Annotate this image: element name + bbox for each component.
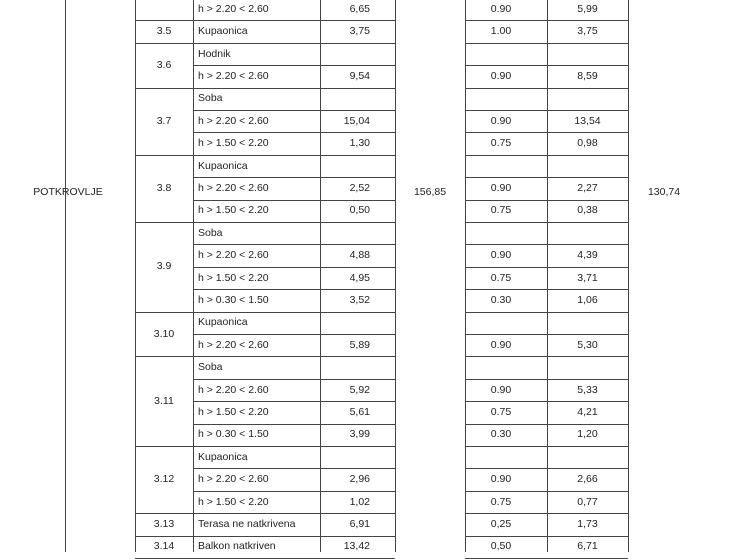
- coefficient-value: 0.90: [490, 249, 512, 262]
- area-value: 13,42: [343, 540, 370, 553]
- area-value: 4,95: [349, 271, 370, 284]
- room-number: 3.11: [154, 394, 174, 407]
- area-value: 5,89: [349, 338, 370, 351]
- room-number: 3.12: [153, 473, 175, 486]
- row-rule-coef: [465, 200, 628, 201]
- row-rule-desc: [193, 356, 395, 357]
- row-rule-desc: [193, 244, 395, 245]
- area-value: 5,61: [349, 405, 370, 418]
- room-description: h > 0.30 < 1.50: [198, 293, 269, 306]
- room-description: Kupaonica: [198, 450, 248, 463]
- room-description: Terasa ne natkrivena: [198, 517, 296, 530]
- coefficient-value: 0.90: [490, 383, 512, 396]
- room-description: h > 2.20 < 2.60: [198, 338, 269, 351]
- row-rule-coef: [465, 468, 628, 469]
- reduced-area-value: 1,06: [577, 293, 598, 306]
- room-description: Balkon natkriven: [198, 540, 276, 553]
- reduced-area-value: 6,71: [577, 540, 598, 553]
- room-description: Hodnik: [198, 47, 231, 60]
- area-value: 1,30: [349, 137, 370, 150]
- room-description: Kupaonica: [198, 159, 248, 172]
- reduced-area-value: 0,98: [577, 137, 598, 150]
- area-value: 6,65: [349, 2, 370, 15]
- row-rule-coef: [465, 177, 628, 178]
- group-rule-no: [135, 513, 193, 514]
- coefficient-value: 1.00: [490, 25, 512, 38]
- row-rule-desc: [193, 379, 395, 380]
- room-description: h > 2.20 < 2.60: [198, 114, 269, 127]
- row-rule-desc: [193, 200, 395, 201]
- room-description: Kupaonica: [198, 316, 248, 329]
- area-value: 0,50: [349, 204, 370, 217]
- row-rule-desc: [193, 20, 395, 21]
- room-number: 3.5: [156, 25, 172, 38]
- row-rule-coef: [465, 446, 628, 447]
- coefficient-value: 0.90: [490, 114, 512, 127]
- row-rule-desc: [193, 491, 395, 492]
- row-rule-coef: [465, 312, 628, 313]
- area-value: 1,02: [349, 495, 370, 508]
- reduced-area-value: 4,21: [577, 405, 598, 418]
- room-description: Soba: [198, 92, 223, 105]
- row-rule-desc: [193, 513, 395, 514]
- area-value: 3,99: [349, 428, 370, 441]
- total-reduced-area: 130,74: [647, 185, 681, 198]
- row-rule-desc: [193, 43, 395, 44]
- row-rule-coef: [465, 267, 628, 268]
- column-rule-3: [320, 0, 321, 552]
- room-description: h > 0.30 < 1.50: [198, 428, 269, 441]
- row-rule-desc: [193, 424, 395, 425]
- row-rule-desc: [193, 468, 395, 469]
- reduced-area-value: 0,77: [577, 495, 598, 508]
- room-number: 3.9: [156, 260, 172, 273]
- coefficient-value: 0.75: [490, 495, 512, 508]
- room-description: h > 2.20 < 2.60: [198, 181, 269, 194]
- room-description: Soba: [198, 361, 223, 374]
- column-rule-2: [193, 0, 194, 552]
- row-rule-desc: [193, 334, 395, 335]
- group-rule-no: [135, 446, 193, 447]
- row-rule-coef: [465, 20, 628, 21]
- room-description: h > 2.20 < 2.60: [198, 249, 269, 262]
- row-rule-desc: [193, 88, 395, 89]
- reduced-area-value: 8,59: [577, 69, 598, 82]
- row-rule-desc: [193, 132, 395, 133]
- row-rule-desc: [193, 267, 395, 268]
- row-rule-coef: [465, 155, 628, 156]
- group-rule-no: [135, 155, 193, 156]
- reduced-area-value: 1,20: [577, 428, 598, 441]
- row-rule-desc: [193, 312, 395, 313]
- row-rule-coef: [465, 43, 628, 44]
- room-description: Soba: [198, 226, 223, 239]
- row-rule-coef: [465, 110, 628, 111]
- reduced-area-value: 3,71: [577, 271, 598, 284]
- room-description: h > 1.50 < 2.20: [198, 137, 269, 150]
- room-number: 3.7: [156, 114, 172, 127]
- coefficient-value: 0,50: [490, 540, 512, 553]
- area-value: 3,52: [349, 293, 370, 306]
- coefficient-value: 0.30: [490, 428, 512, 441]
- area-value: 4,88: [349, 249, 370, 262]
- reduced-area-value: 5,99: [577, 2, 598, 15]
- coefficient-value: 0.75: [490, 405, 512, 418]
- reduced-area-value: 5,30: [577, 338, 598, 351]
- coefficient-value: 0.90: [490, 473, 512, 486]
- row-rule-coef: [465, 334, 628, 335]
- row-rule-coef: [465, 424, 628, 425]
- area-value: 6,91: [349, 517, 370, 530]
- area-value: 5,92: [349, 383, 370, 396]
- total-area: 156,85: [413, 185, 447, 198]
- group-rule-no: [135, 20, 193, 21]
- area-value: 2,52: [349, 181, 370, 194]
- area-value: 9,54: [349, 69, 370, 82]
- column-rule-0: [65, 0, 66, 552]
- coefficient-value: 0.90: [490, 181, 512, 194]
- column-rule-7: [628, 0, 629, 552]
- reduced-area-value: 3,75: [577, 25, 598, 38]
- coefficient-value: 0.75: [490, 137, 512, 150]
- coefficient-value: 0.75: [490, 271, 512, 284]
- row-rule-coef: [465, 379, 628, 380]
- reduced-area-value: 2,27: [577, 181, 598, 194]
- area-value: 15,04: [343, 114, 370, 127]
- row-rule-coef: [465, 244, 628, 245]
- room-description: h > 1.50 < 2.20: [198, 495, 269, 508]
- room-description: h > 2.20 < 2.60: [198, 473, 269, 486]
- reduced-area-value: 2,66: [577, 473, 598, 486]
- row-rule-coef: [465, 65, 628, 66]
- row-rule-desc: [193, 65, 395, 66]
- row-rule-desc: [193, 155, 395, 156]
- group-rule-no: [135, 312, 193, 313]
- reduced-area-value: 1,73: [577, 517, 598, 530]
- row-rule-coef: [465, 536, 628, 537]
- room-description: h > 1.50 < 2.20: [198, 204, 269, 217]
- coefficient-value: 0.90: [490, 69, 512, 82]
- coefficient-value: 0.90: [490, 338, 512, 351]
- room-description: h > 2.20 < 2.60: [198, 383, 269, 396]
- row-rule-coef: [465, 289, 628, 290]
- room-number: 3.6: [156, 58, 172, 71]
- coefficient-value: 0.30: [490, 293, 512, 306]
- column-rule-1: [135, 0, 136, 552]
- row-rule-coef: [465, 401, 628, 402]
- row-rule-coef: [465, 88, 628, 89]
- group-rule-no: [135, 88, 193, 89]
- reduced-area-value: 4,39: [577, 249, 598, 262]
- row-rule-desc: [193, 446, 395, 447]
- room-description: Kupaonica: [198, 25, 248, 38]
- column-rule-4: [395, 0, 396, 552]
- row-rule-coef: [465, 491, 628, 492]
- row-rule-desc: [193, 401, 395, 402]
- row-rule-coef: [465, 513, 628, 514]
- row-rule-desc: [193, 536, 395, 537]
- coefficient-value: 0.75: [490, 204, 512, 217]
- room-description: h > 1.50 < 2.20: [198, 271, 269, 284]
- room-description: h > 2.20 < 2.60: [198, 69, 269, 82]
- group-rule-no: [135, 536, 193, 537]
- room-number: 3.14: [153, 540, 175, 553]
- room-number: 3.8: [156, 181, 172, 194]
- reduced-area-value: 5,33: [577, 383, 598, 396]
- room-number: 3.13: [153, 517, 175, 530]
- row-rule-desc: [193, 222, 395, 223]
- coefficient-value: 0.90: [490, 2, 512, 15]
- coefficient-value: 0,25: [490, 517, 512, 530]
- floor-label: POTKROVLJE: [33, 185, 103, 198]
- room-number: 3.10: [153, 327, 175, 340]
- area-value: 3,75: [349, 25, 370, 38]
- group-rule-no: [135, 222, 193, 223]
- row-rule-desc: [193, 289, 395, 290]
- row-rule-coef: [465, 132, 628, 133]
- row-rule-desc: [193, 110, 395, 111]
- group-rule-no: [135, 43, 193, 44]
- room-description: h > 2.20 < 2.60: [198, 2, 269, 15]
- row-rule-coef: [465, 222, 628, 223]
- row-rule-desc: [193, 177, 395, 178]
- area-value: 2,96: [349, 473, 370, 486]
- group-rule-no: [135, 356, 193, 357]
- row-rule-coef: [465, 356, 628, 357]
- reduced-area-value: 0,38: [577, 204, 598, 217]
- reduced-area-value: 13,54: [574, 114, 601, 127]
- room-description: h > 1.50 < 2.20: [198, 405, 269, 418]
